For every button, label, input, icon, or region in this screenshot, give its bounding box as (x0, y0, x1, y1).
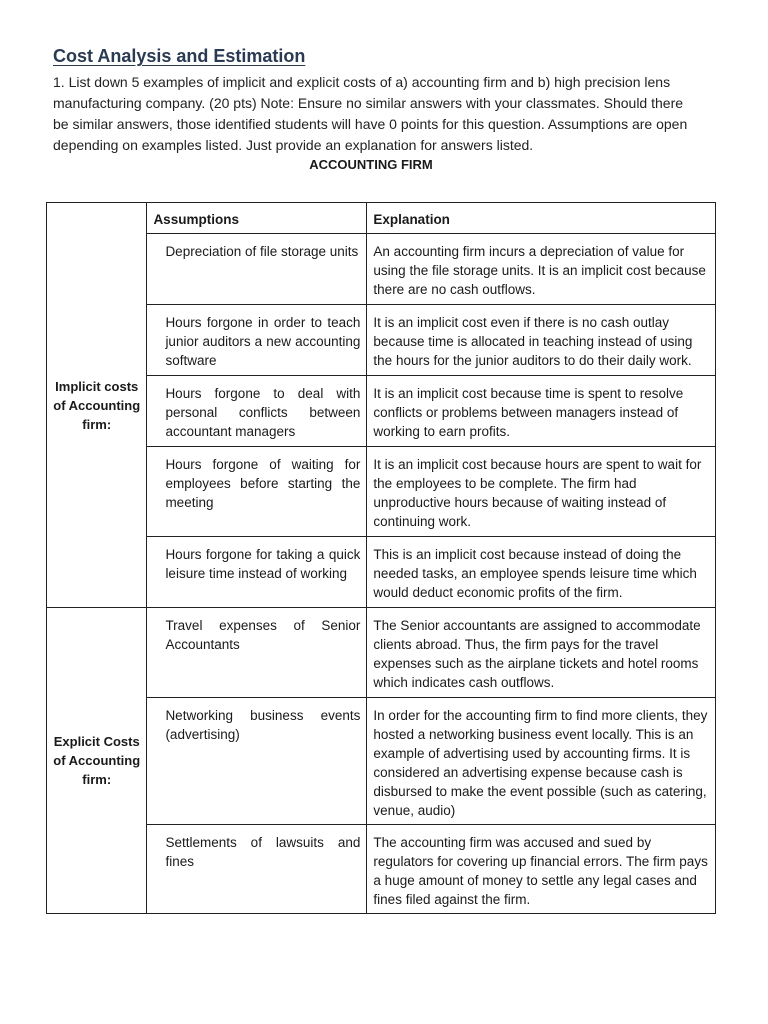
explanation-cell: An accounting firm incurs a depreciation of value for using the file storage units. It is an implicit cost because there are no cash outflows. (367, 234, 716, 305)
table-row (47, 447, 716, 537)
explanation-cell: The Senior accountants are assigned to accommodate clients abroad. Thus, the firm pays for the travel expenses such as the airplane tickets and hotel rooms which indicates cash outflows. (367, 608, 716, 698)
explanation-header: Explanation (367, 203, 716, 234)
section-heading: ACCOUNTING FIRM (309, 157, 433, 172)
assumption-cell: Settlements of lawsuits and fines (147, 825, 367, 914)
implicit-category-cell (47, 203, 147, 608)
table-row (47, 698, 716, 825)
implicit-category-label: Implicit costs of Accounting firm: (53, 378, 141, 432)
assumption-cell: Hours forgone in order to teach junior auditors a new accounting software (147, 305, 367, 376)
page-title: Cost Analysis and Estimation (53, 46, 306, 66)
table-row (47, 305, 716, 376)
explanation-cell: It is an implicit cost because time is spent to resolve conflicts or problems between managers instead of working to earn profits. (367, 376, 716, 447)
explanation-cell: It is an implicit cost even if there is no cash outlay because time is allocated in teaching instead of using the hours for the junior auditors to do their daily work. (367, 305, 716, 376)
assumption-cell: Hours forgone of waiting for employees before starting the meeting (147, 447, 367, 537)
table-row (47, 234, 716, 305)
assumption-cell: Hours forgone to deal with personal conflicts between accountant managers (147, 376, 367, 447)
explicit-category-label: Explicit Costs of Accounting firm: (53, 734, 141, 787)
table-header-row (47, 203, 716, 234)
assumption-cell: Networking business events (advertising) (147, 698, 367, 825)
assumption-cell: Depreciation of file storage units (147, 234, 367, 305)
explanation-cell: It is an implicit cost because hours are spent to wait for the employees to be complete. The firm had unproductive hours because of waiting instead of continuing work. (367, 447, 716, 537)
cost-table (46, 202, 716, 914)
table-row (47, 825, 716, 914)
table-row (47, 608, 716, 698)
table-row (47, 537, 716, 608)
assumptions-header: Assumptions (147, 203, 367, 234)
explanation-cell: This is an implicit cost because instead of doing the needed tasks, an employee spends leisure time which would deduct economic profits of the firm. (367, 537, 716, 608)
question-text: 1. List down 5 examples of implicit and explicit costs of a) accounting firm and b) high precision lens manufacturing company. (20 pts) Note: Ensure no similar answers with your classmates. Should there be similar answers, those identified students will have 0 points for this question. Assumptions are open depending on examples listed. Just provide an explanation for answers listed. (53, 74, 688, 153)
table-row (47, 376, 716, 447)
explicit-category-cell (47, 608, 147, 914)
explanation-cell: In order for the accounting firm to find more clients, they hosted a networking business event locally. This is an example of advertising used by accounting firms. It is considered an advertising expense because cash is disbursed to make the event possible (such as catering, venue, audio) (367, 698, 716, 825)
explanation-cell: The accounting firm was accused and sued by regulators for covering up financial errors. The firm pays a huge amount of money to settle any legal cases and fines filed against the firm. (367, 825, 716, 914)
assumption-cell: Hours forgone for taking a quick leisure time instead of working (147, 537, 367, 608)
assumption-cell: Travel expenses of Senior Accountants (147, 608, 367, 698)
